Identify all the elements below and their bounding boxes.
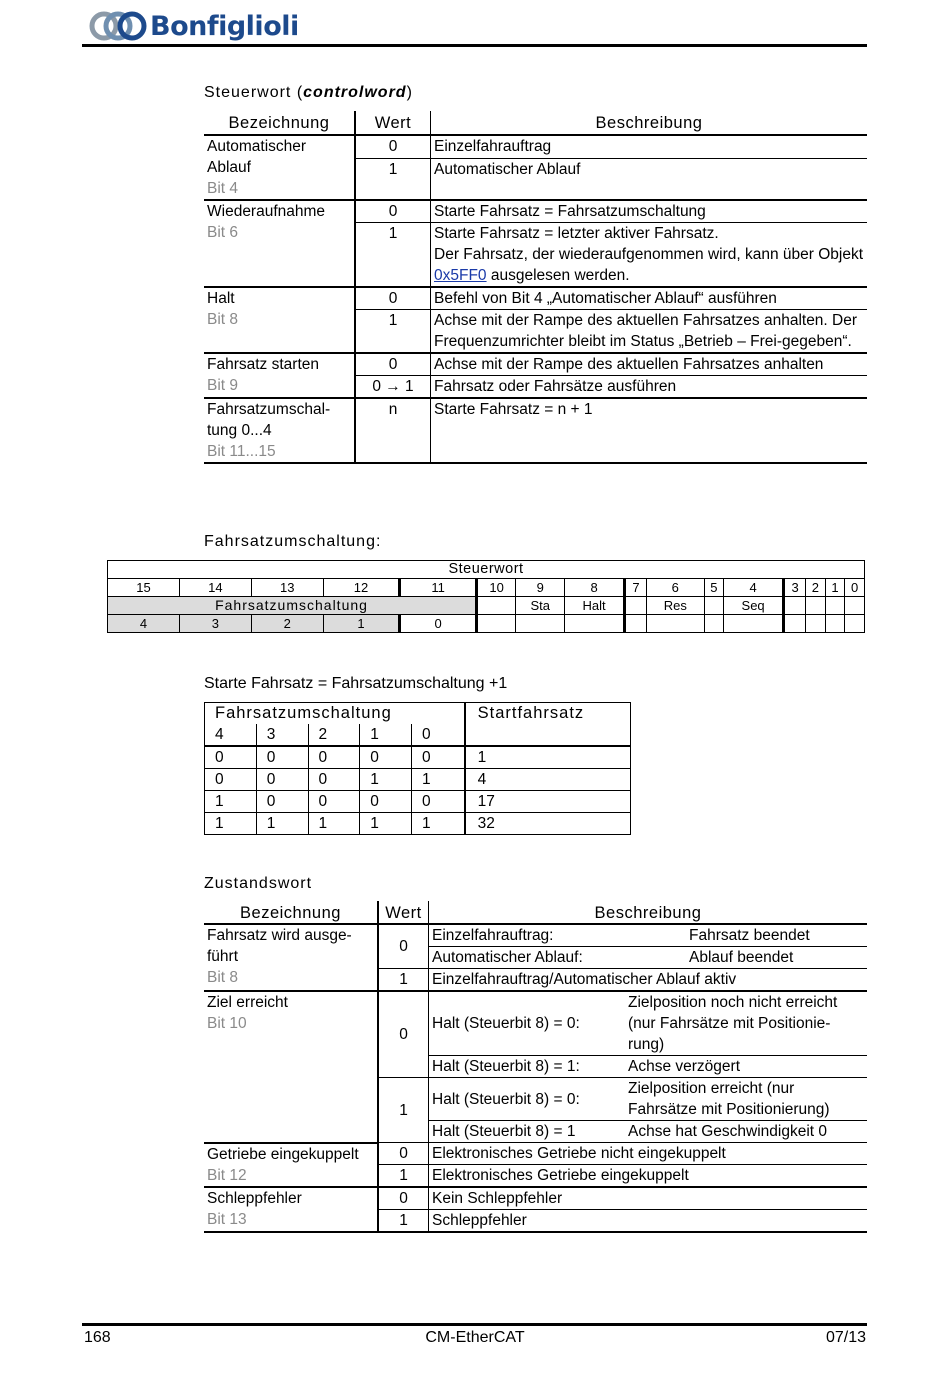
desc-cell: Starte Fahrsatz = letzter aktiver Fahrsatz. Der Fahrsatz, der wiederaufgenommen wird, kann über Objekt 0x5FF0 ausgelesen werden. — [431, 223, 868, 288]
footer-rule — [82, 1323, 867, 1326]
row-name: Getriebe eingekuppelt — [207, 1145, 359, 1163]
wert-cell: 0 → 1 — [355, 376, 431, 399]
row-bit: Bit 10 — [207, 1015, 247, 1032]
section-title-fahrsatzumschaltung: Fahrsatzumschaltung: — [204, 533, 382, 550]
table-row — [204, 135, 867, 158]
section-title-steuerwort: Steuerwort (controlword) — [204, 84, 413, 101]
desc-cell: Halt (Steuerbit 8) = 0: Zielposition noch nicht erreicht (nur Fahrsätze mit Positionie-rung) — [429, 991, 868, 1056]
page-number: 168 — [84, 1329, 111, 1346]
desc-cell: Fahrsatz oder Fahrsätze ausführen — [431, 376, 868, 399]
document-date: 07/13 — [825, 1329, 866, 1346]
col-header-bezeichnung: Bezeichnung — [204, 111, 355, 135]
wert-cell: 1 — [378, 969, 429, 992]
desc-cell: Kein Schleppfehler — [429, 1187, 868, 1210]
col-header-beschreibung: Beschreibung — [431, 111, 868, 135]
desc-cell: Einzelfahrauftrag — [431, 135, 868, 158]
col-header-fahrsatzumschaltung: Fahrsatzumschaltung — [205, 703, 465, 725]
col-header-startfahrsatz: Startfahrsatz — [465, 703, 631, 747]
bonfiglioli-logo-icon — [88, 10, 148, 42]
wert-cell: 0 — [355, 200, 431, 223]
bit-label-row — [108, 597, 865, 615]
wert-cell: 1 — [355, 310, 431, 354]
row-bit: Bit 12 — [207, 1166, 247, 1184]
desc-cell: Halt (Steuerbit 8) = 0: Zielposition erreicht (nur Fahrsätze mit Positionierung) — [429, 1078, 868, 1121]
wert-cell: 0 — [378, 924, 429, 969]
row-name: Ziel erreicht — [207, 994, 288, 1011]
row-bit: Bit 6 — [207, 224, 239, 241]
desc-cell: Automatischer Ablauf — [431, 158, 868, 200]
wert-cell: 0 — [355, 135, 431, 158]
wert-cell: 0 — [378, 991, 429, 1078]
row-bit: Bit 8 — [207, 311, 239, 328]
row-bit: Bit 13 — [207, 1211, 247, 1228]
row-name: Wiederaufnahme — [207, 203, 326, 220]
col-header-wert: Wert — [355, 111, 431, 135]
bit-number-row: 15 14 13 12 11 10 9 8 7 6 5 4 3 2 1 0 — [108, 579, 865, 597]
desc-cell: Starte Fahrsatz = n + 1 — [431, 398, 868, 463]
row-bit: Bit 11...15 — [207, 443, 276, 460]
desc-cell: Automatischer Ablauf: Ablauf beendet — [429, 947, 868, 969]
row-name: Fahrsatz starten — [207, 356, 319, 373]
object-link[interactable]: 0x5FF0 — [434, 267, 487, 284]
sub-bit-row: 4 3 2 1 0 — [108, 615, 865, 633]
section-title-zustandswort: Zustandswort — [204, 875, 313, 892]
row-name: Fahrsatz wird ausge-führt — [207, 927, 352, 965]
row-bit: Bit 8 — [207, 969, 239, 986]
section-title-starte-fahrsatz: Starte Fahrsatz = Fahrsatzumschaltung +1 — [204, 675, 508, 692]
row-name: Fahrsatzumschal-tung 0...4 — [207, 401, 331, 439]
zustandswort-table — [204, 901, 867, 1233]
desc-cell: Schleppfehler — [429, 1210, 868, 1233]
steuerwort-label: Steuerwort — [108, 561, 865, 579]
table-row: 1 1 1 1 1 32 — [205, 813, 631, 835]
table-row: 0 0 0 0 0 1 — [205, 746, 631, 769]
col-header-bezeichnung: Bezeichnung — [204, 901, 378, 924]
startfahrsatz-table: Fahrsatzumschaltung Startfahrsatz 4 3 2 1 0 0 0 0 0 0 1 0 0 0 1 1 4 1 0 0 0 0 17 1 1 1 1 1 32 — [204, 702, 631, 835]
col-header-wert: Wert — [378, 901, 429, 924]
steuerwort-table — [204, 111, 867, 464]
brand-name: Bonfiglioli — [150, 10, 299, 42]
desc-cell: Einzelfahrauftrag: Fahrsatz beendet — [429, 924, 868, 947]
wert-cell: 1 — [355, 223, 431, 288]
document-name: CM-EtherCAT — [425, 1329, 525, 1346]
brand-logo — [88, 8, 299, 44]
row-name: Halt — [207, 290, 235, 307]
bit-label-sta: Sta — [516, 597, 565, 615]
bit-label-res: Res — [647, 597, 704, 615]
table-row: 1 0 0 0 0 17 — [205, 791, 631, 813]
desc-cell: Elektronisches Getriebe nicht eingekuppelt — [429, 1143, 868, 1165]
desc-cell: Befehl von Bit 4 „Automatischer Ablauf“ ausführen — [431, 287, 868, 310]
wert-cell: 1 — [378, 1210, 429, 1233]
row-bit: Bit 9 — [207, 377, 239, 394]
bit-label-seq: Seq — [724, 597, 784, 615]
wert-cell: 1 — [378, 1078, 429, 1143]
desc-cell: Achse mit der Rampe des aktuellen Fahrsatzes anhalten — [431, 353, 868, 376]
table-row: 0 0 0 1 1 4 — [205, 769, 631, 791]
group-label: Fahrsatzumschaltung — [108, 597, 477, 615]
wert-cell: 0 — [378, 1143, 429, 1165]
wert-cell: 1 — [355, 158, 431, 200]
col-header-beschreibung: Beschreibung — [429, 901, 868, 924]
desc-cell: Elektronisches Getriebe eingekuppelt — [429, 1165, 868, 1188]
wert-cell: n — [355, 398, 431, 463]
row-bit: Bit 4 — [207, 180, 239, 197]
desc-cell: Halt (Steuerbit 8) = 1 Achse hat Geschwindigkeit 0 — [429, 1121, 868, 1143]
row-name: Automatischer Ablauf — [207, 138, 307, 176]
wert-cell: 1 — [378, 1165, 429, 1188]
desc-cell: Einzelfahrauftrag/Automatischer Ablauf aktiv — [429, 969, 868, 992]
wert-cell: 0 — [355, 287, 431, 310]
desc-cell: Starte Fahrsatz = Fahrsatzumschaltung — [431, 200, 868, 223]
bit-table — [107, 560, 865, 633]
wert-cell: 0 — [355, 353, 431, 376]
header-rule — [82, 44, 867, 47]
desc-cell: Achse mit der Rampe des aktuellen Fahrsatzes anhalten. Der Frequenzumrichter bleibt im Status „Betrieb – Frei-gegeben“. — [431, 310, 868, 354]
bit-label-halt: Halt — [565, 597, 625, 615]
desc-cell: Halt (Steuerbit 8) = 1: Achse verzögert — [429, 1056, 868, 1078]
row-name: Schleppfehler — [207, 1190, 302, 1207]
wert-cell: 0 — [378, 1187, 429, 1210]
